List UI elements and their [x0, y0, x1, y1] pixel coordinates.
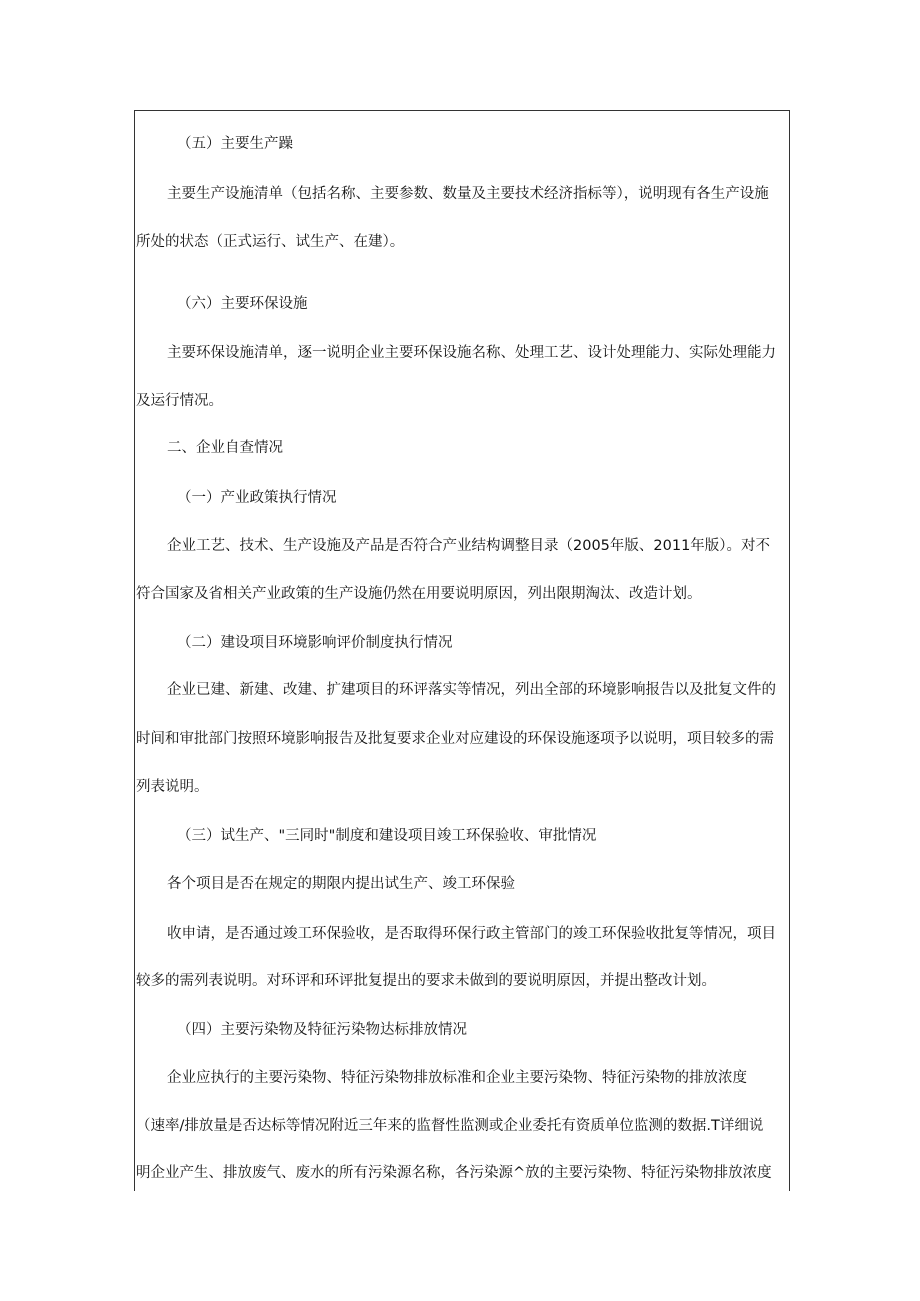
paragraph-line: 列表说明。: [136, 779, 209, 795]
paragraph-line: 明企业产生、排放废气、废水的所有污染源名称，各污染源^放的主要污染物、特征污染物排放浓度: [136, 1165, 772, 1181]
section-heading-4: （四）主要污染物及特征污染物达标排放情况: [177, 1022, 467, 1038]
paragraph-line: 较多的需列表说明。对环评和环评批复提出的要求未做到的要说明原因，并提出整改计划。: [136, 973, 716, 989]
paragraph-line: 收申请，是否通过竣工环保验收，是否取得环保行政主管部门的竣工环保验收批复等情况，项目: [167, 926, 776, 942]
section-heading-5: （五）主要生产躁: [177, 136, 293, 152]
paragraph-line: 符合国家及省相关产业政策的生产设施仍然在用要说明原因，列出限期淘汰、改造计划。: [136, 586, 702, 602]
section-heading-3: （三）试生产、"三同时"制度和建设项目竣工环保验收、审批情况: [177, 828, 597, 844]
paragraph-line: （速率/排放量是否达标等情况附近三年来的监督性监测或企业委托有资质单位监测的数据.T详细说: [136, 1118, 764, 1134]
paragraph-line: 主要生产设施清单（包括名称、主要参数、数量及主要技术经济指标等），说明现有各生产设施: [167, 186, 769, 202]
section-heading-2: （二）建设项目环境影响评价制度执行情况: [177, 635, 453, 651]
paragraph-line: 企业应执行的主要污染物、特征污染物排放标准和企业主要污染物、特征污染物的排放浓度: [167, 1070, 747, 1086]
paragraph-line: 所处的状态（正式运行、试生产、在建）。: [136, 234, 405, 250]
paragraph-line: 企业工艺、技术、生产设施及产品是否符合产业结构调整目录（2005年版、2011年版）。对不: [167, 538, 771, 554]
chapter-heading-2: 二、企业自查情况: [167, 440, 283, 456]
section-heading-6: （六）主要环保设施: [177, 296, 308, 312]
paragraph-line: 时间和审批部门按照环境影响报告及批复要求企业对应建设的环保设施逐项予以说明，项目较多的需: [136, 731, 774, 747]
paragraph-line: 主要环保设施清单，逐一说明企业主要环保设施名称、处理工艺、设计处理能力、实际处理能力: [167, 345, 776, 361]
paragraph-line: 及运行情况。: [136, 393, 223, 409]
paragraph-line: 企业已建、新建、改建、扩建项目的环评落实等情况，列出全部的环境影响报告以及批复文件的: [167, 682, 776, 698]
paragraph-line: 各个项目是否在规定的期限内提出试生产、竣工环保验: [167, 876, 515, 892]
section-heading-1: （一）产业政策执行情况: [177, 490, 337, 506]
